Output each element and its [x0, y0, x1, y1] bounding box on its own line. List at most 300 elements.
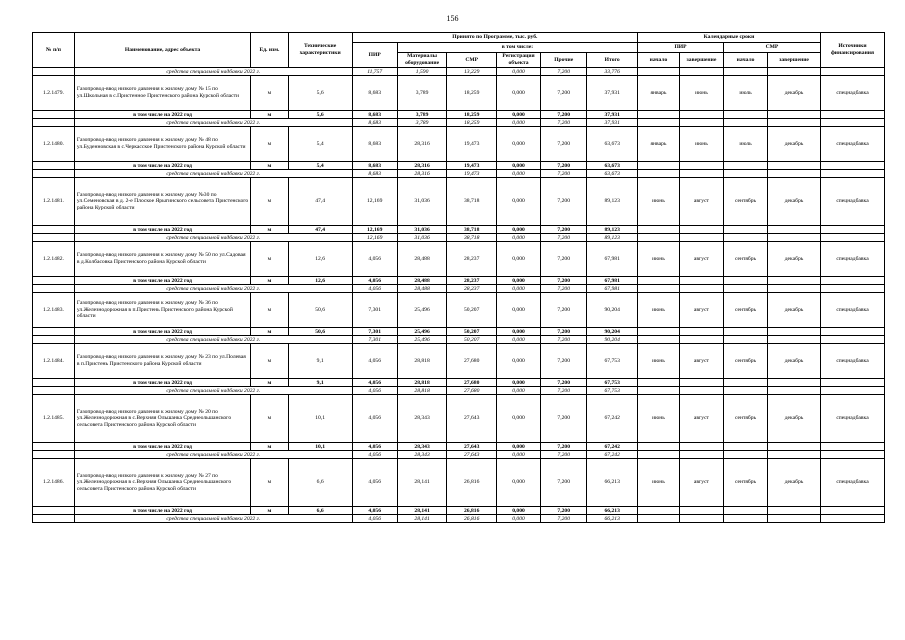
item-name: Газопровод-ввод низкого давления к жилому дому № 50 по ул.Садовая в д.Колбасовка Пристенского района Курской области	[74, 242, 250, 277]
cell-smr-end: декабрь	[768, 293, 821, 328]
empty-cell	[821, 507, 885, 515]
item-unit: м	[251, 242, 288, 277]
empty-cell	[33, 451, 75, 459]
empty-cell	[679, 170, 723, 178]
empty-cell	[768, 451, 821, 459]
cell-pir-start: июнь	[638, 344, 680, 379]
empty-cell	[821, 285, 885, 293]
subtotal-label: средства специальной надбавки 2022 г.	[74, 285, 352, 293]
table-row-subtotal	[33, 515, 885, 523]
cell-pir-start: январь	[638, 127, 680, 162]
empty-cell	[638, 226, 680, 234]
cell-total: 66,213	[587, 515, 638, 523]
cell-total: 67,242	[587, 395, 638, 443]
cell-total: 90,204	[587, 293, 638, 328]
cell-smr-start: сентябрь	[723, 459, 767, 507]
cell-other: 7,200	[541, 119, 587, 127]
cell-smr-start: сентябрь	[723, 178, 767, 226]
cell-reg: 0,000	[496, 387, 540, 395]
item-tech: 50,6	[288, 293, 352, 328]
item-unit: м	[251, 293, 288, 328]
cell-mat: 3,789	[397, 119, 447, 127]
cell-smr: 50,207	[447, 293, 497, 328]
empty-cell	[33, 170, 75, 178]
item-tech: 9,1	[288, 344, 352, 379]
table-header	[33, 33, 885, 68]
header-other: Прочие	[541, 53, 587, 68]
year-total-label: в том числе на 2022 год	[74, 226, 250, 234]
empty-cell	[768, 170, 821, 178]
item-number: 1.2.1486.	[33, 459, 75, 507]
cell-reg: 0,000	[496, 379, 540, 387]
cell-mat: 28,818	[397, 379, 447, 387]
cell-pir: 8,683	[352, 111, 397, 119]
empty-cell	[638, 515, 680, 523]
cell-mat: 28,343	[397, 443, 447, 451]
empty-cell	[768, 328, 821, 336]
cell-total: 90,204	[587, 328, 638, 336]
cell-smr-end: декабрь	[768, 459, 821, 507]
cell-smr: 38,718	[447, 178, 497, 226]
cell-pir-start: июнь	[638, 242, 680, 277]
table-row-item	[33, 344, 885, 379]
cell-total: 66,213	[587, 459, 638, 507]
cell-smr: 26,816	[447, 515, 497, 523]
cell-reg: 0,000	[496, 234, 540, 242]
cell-source: спецнадбавка	[821, 127, 885, 162]
cell-reg: 0,000	[496, 242, 540, 277]
cell-reg: 0,000	[496, 178, 540, 226]
empty-cell	[821, 515, 885, 523]
year-total-unit: м	[251, 507, 288, 515]
empty-cell	[723, 451, 767, 459]
cell-mat: 25,496	[397, 336, 447, 344]
cell-pir: 4,056	[352, 242, 397, 277]
cell-smr: 50,207	[447, 328, 497, 336]
table-row-subtotal	[33, 285, 885, 293]
empty-cell	[768, 285, 821, 293]
header-end-pir: завершение	[679, 53, 723, 68]
cell-pir: 12,169	[352, 234, 397, 242]
cell-pir: 4,056	[352, 277, 397, 285]
year-total-label: в том числе на 2022 год	[74, 162, 250, 170]
item-tech: 47,4	[288, 178, 352, 226]
year-total-label: в том числе на 2022 год	[74, 111, 250, 119]
empty-cell	[821, 336, 885, 344]
cell-reg: 0,000	[496, 395, 540, 443]
cell-source: спецнадбавка	[821, 76, 885, 111]
cell-other: 7,200	[541, 344, 587, 379]
cell-other: 7,200	[541, 234, 587, 242]
empty-cell	[821, 111, 885, 119]
cell-total: 67,242	[587, 443, 638, 451]
empty-cell	[768, 226, 821, 234]
empty-cell	[723, 226, 767, 234]
table-row-item	[33, 76, 885, 111]
empty-cell	[821, 443, 885, 451]
empty-cell	[679, 277, 723, 285]
cell-pir-end: август	[679, 459, 723, 507]
year-total-unit: м	[251, 226, 288, 234]
cell-smr: 28,237	[447, 242, 497, 277]
empty-cell	[638, 162, 680, 170]
cell-pir: 11,757	[352, 68, 397, 76]
cell-other: 7,200	[541, 507, 587, 515]
cell-other: 7,200	[541, 336, 587, 344]
empty-cell	[723, 507, 767, 515]
empty-cell	[723, 515, 767, 523]
cell-other: 7,200	[541, 277, 587, 285]
cell-smr: 27,643	[447, 395, 497, 443]
year-total-unit: м	[251, 328, 288, 336]
subtotal-label: средства специальной надбавки 2022 г.	[74, 387, 352, 395]
table-row-year-total	[33, 277, 885, 285]
item-number: 1.2.1485.	[33, 395, 75, 443]
cell-smr: 27,680	[447, 344, 497, 379]
page-number: 156	[446, 14, 459, 23]
table-row-subtotal	[33, 170, 885, 178]
cell-reg: 0,000	[496, 226, 540, 234]
table-row-subtotal	[33, 336, 885, 344]
table-row-item	[33, 293, 885, 328]
cell-total: 67,981	[587, 277, 638, 285]
cell-smr: 27,643	[447, 443, 497, 451]
cell-other: 7,200	[541, 515, 587, 523]
year-total-label: в том числе на 2022 год	[74, 328, 250, 336]
cell-total: 63,673	[587, 162, 638, 170]
empty-cell	[821, 119, 885, 127]
cell-reg: 0,000	[496, 285, 540, 293]
year-total-tech: 50,6	[288, 328, 352, 336]
cell-reg: 0,000	[496, 76, 540, 111]
cell-smr-start: сентябрь	[723, 293, 767, 328]
empty-cell	[821, 328, 885, 336]
cell-pir-end: июнь	[679, 76, 723, 111]
cell-total: 63,673	[587, 127, 638, 162]
cell-other: 7,200	[541, 178, 587, 226]
cell-other: 7,200	[541, 379, 587, 387]
empty-cell	[679, 162, 723, 170]
cell-mat: 28,316	[397, 162, 447, 170]
empty-cell	[638, 387, 680, 395]
cell-pir: 7,301	[352, 336, 397, 344]
cell-pir-start: июнь	[638, 395, 680, 443]
subtotal-label: средства специальной надбавки 2022 г.	[74, 68, 352, 76]
empty-cell	[723, 277, 767, 285]
empty-cell	[723, 170, 767, 178]
table-row-item	[33, 178, 885, 226]
empty-cell	[679, 119, 723, 127]
empty-cell	[679, 507, 723, 515]
empty-cell	[768, 515, 821, 523]
empty-cell	[723, 285, 767, 293]
cell-smr-end: декабрь	[768, 76, 821, 111]
header-start-smr: начало	[723, 53, 767, 68]
cell-pir: 4,056	[352, 515, 397, 523]
header-cal-smr: СМР	[723, 43, 820, 53]
item-name: Газопровод-ввод низкого давления к жилому дому №30 по ул.Семеновская в д. 2-е Плоское Ярыгинского сельсовета Пристенского района Курской области	[74, 178, 250, 226]
subtotal-label: средства специальной надбавки 2022 г.	[74, 451, 352, 459]
cell-smr-start: сентябрь	[723, 344, 767, 379]
cell-smr: 38,718	[447, 234, 497, 242]
cell-pir: 4,056	[352, 443, 397, 451]
cell-total: 67,753	[587, 379, 638, 387]
cell-smr: 28,237	[447, 285, 497, 293]
table-row-year-total	[33, 507, 885, 515]
table-row-item	[33, 242, 885, 277]
empty-cell	[638, 336, 680, 344]
item-name: Газопровод-ввод низкого давления к жилому дому № 48 по ул.Буденновская в с.Черкасское Пристенского района Курской области	[74, 127, 250, 162]
year-total-tech: 9,1	[288, 379, 352, 387]
year-total-unit: м	[251, 277, 288, 285]
empty-cell	[768, 387, 821, 395]
table-row-subtotal	[33, 119, 885, 127]
cell-pir: 8,683	[352, 162, 397, 170]
cell-source: спецнадбавка	[821, 395, 885, 443]
cell-smr-end: декабрь	[768, 395, 821, 443]
empty-cell	[723, 379, 767, 387]
empty-cell	[638, 443, 680, 451]
cell-reg: 0,000	[496, 515, 540, 523]
item-unit: м	[251, 344, 288, 379]
header-accepted: Принято по Программе, тыс. руб.	[352, 33, 637, 43]
cell-reg: 0,000	[496, 170, 540, 178]
header-materials: Материалы оборудование	[397, 53, 447, 68]
header-smr: СМР	[447, 53, 497, 68]
cell-other: 7,200	[541, 226, 587, 234]
item-number: 1.2.1479.	[33, 76, 75, 111]
empty-cell	[679, 226, 723, 234]
cell-reg: 0,000	[496, 451, 540, 459]
table-row-year-total	[33, 111, 885, 119]
empty-cell	[679, 328, 723, 336]
cell-reg: 0,000	[496, 293, 540, 328]
item-number: 1.2.1483.	[33, 293, 75, 328]
item-tech: 10,1	[288, 395, 352, 443]
item-tech: 12,6	[288, 242, 352, 277]
cell-other: 7,200	[541, 293, 587, 328]
cell-pir: 8,683	[352, 119, 397, 127]
cell-materials: 1,590	[397, 68, 447, 76]
header-num: № п/п	[33, 33, 75, 68]
item-number: 1.2.1484.	[33, 344, 75, 379]
cell-source: спецнадбавка	[821, 344, 885, 379]
cell-source: спецнадбавка	[821, 242, 885, 277]
cell-pir: 4,056	[352, 285, 397, 293]
cell-smr: 19,473	[447, 162, 497, 170]
cell-smr-end: декабрь	[768, 242, 821, 277]
cell-other: 7,200	[541, 111, 587, 119]
empty-cell	[679, 443, 723, 451]
year-total-tech: 47,4	[288, 226, 352, 234]
empty-cell	[638, 507, 680, 515]
cell-other: 7,200	[541, 68, 587, 76]
program-table	[32, 32, 885, 523]
table-row-year-total	[33, 328, 885, 336]
cell-pir-end: июнь	[679, 127, 723, 162]
cell-mat: 28,818	[397, 387, 447, 395]
cell-smr-start: сентябрь	[723, 242, 767, 277]
cell-other: 7,200	[541, 162, 587, 170]
cell-mat: 25,496	[397, 328, 447, 336]
item-name: Газопровод-ввод низкого давления к жилому дому № 23 по ул.Полевая в п.Пристень Пристенского района Курской области	[74, 344, 250, 379]
empty-cell	[821, 387, 885, 395]
cell-other: 7,200	[541, 127, 587, 162]
cell-total: 67,753	[587, 387, 638, 395]
cell-reg: 0,000	[496, 328, 540, 336]
table-row-subtotal	[33, 68, 885, 76]
cell-mat: 25,496	[397, 293, 447, 328]
cell-smr: 27,680	[447, 379, 497, 387]
item-unit: м	[251, 178, 288, 226]
cell-smr-end: декабрь	[768, 127, 821, 162]
cell-reg: 0,000	[496, 162, 540, 170]
cell-mat: 28,316	[397, 170, 447, 178]
year-total-unit: м	[251, 162, 288, 170]
header-registration: Регистрация объекта	[496, 53, 540, 68]
cell-pir: 4,056	[352, 459, 397, 507]
empty-cell	[679, 451, 723, 459]
cell-total: 67,753	[587, 344, 638, 379]
cell-other: 7,200	[541, 459, 587, 507]
empty-cell	[33, 515, 75, 523]
empty-cell	[679, 387, 723, 395]
cell-pir-end: август	[679, 293, 723, 328]
cell-mat: 31,036	[397, 226, 447, 234]
year-total-tech: 6,6	[288, 507, 352, 515]
cell-mat: 28,488	[397, 242, 447, 277]
cell-pir-start: январь	[638, 76, 680, 111]
year-total-unit: м	[251, 443, 288, 451]
cell-smr: 19,473	[447, 127, 497, 162]
header-including: в том числе:	[397, 43, 637, 53]
cell-reg: 0,000	[496, 336, 540, 344]
header-source: Источники финансирования	[821, 33, 885, 68]
cell-reg: 0,000	[496, 459, 540, 507]
item-name: Газопровод-ввод низкого давления к жилому дому № 15 по ул.Школьная в с.Пристенное Пристенского района Курской области	[74, 76, 250, 111]
cell-other: 7,200	[541, 443, 587, 451]
cell-pir-start: июнь	[638, 459, 680, 507]
cell-smr: 13,229	[447, 68, 497, 76]
item-name: Газопровод-ввод низкого давления к жилому дому № 36 по ул.Железнодорожная в п.Пристень Пристенского района Курской области	[74, 293, 250, 328]
empty-cell	[33, 234, 75, 242]
item-number: 1.2.1482.	[33, 242, 75, 277]
cell-total: 89,123	[587, 178, 638, 226]
empty-cell	[679, 285, 723, 293]
cell-pir: 4,056	[352, 395, 397, 443]
table-row-item	[33, 459, 885, 507]
empty-cell	[821, 162, 885, 170]
item-unit: м	[251, 459, 288, 507]
cell-pir-end: август	[679, 344, 723, 379]
cell-smr-start: июль	[723, 76, 767, 111]
empty-cell	[638, 379, 680, 387]
cell-smr: 27,680	[447, 387, 497, 395]
cell-mat: 28,141	[397, 459, 447, 507]
empty-cell	[638, 285, 680, 293]
empty-cell	[679, 336, 723, 344]
item-name: Газопровод-ввод низкого давления к жилому дому № 20 по ул.Железнодорожная в с.Верхняя Ольшанка Среднеольшанского сельсовета Пристенского района Курской области	[74, 395, 250, 443]
cell-other: 7,200	[541, 170, 587, 178]
subtotal-label: средства специальной надбавки 2022 г.	[74, 119, 352, 127]
empty-cell	[768, 443, 821, 451]
empty-cell	[768, 336, 821, 344]
cell-mat: 28,141	[397, 507, 447, 515]
table-row-subtotal	[33, 234, 885, 242]
cell-pir: 4,056	[352, 344, 397, 379]
cell-total: 33,776	[587, 68, 638, 76]
cell-reg: 0,000	[496, 344, 540, 379]
year-total-label: в том числе на 2022 год	[74, 379, 250, 387]
header-unit: Ед. изм.	[251, 33, 288, 68]
empty-cell	[768, 234, 821, 242]
cell-smr-start: июль	[723, 127, 767, 162]
empty-cell	[821, 277, 885, 285]
cell-total: 67,981	[587, 242, 638, 277]
empty-cell	[723, 234, 767, 242]
empty-cell	[679, 111, 723, 119]
cell-total: 89,123	[587, 226, 638, 234]
header-start-pir: начало	[638, 53, 680, 68]
cell-pir: 4,056	[352, 451, 397, 459]
empty-cell	[723, 328, 767, 336]
header-tech: Технические характеристики	[288, 33, 352, 68]
cell-mat: 28,343	[397, 395, 447, 443]
empty-cell	[679, 234, 723, 242]
empty-cell	[33, 443, 75, 451]
empty-cell	[33, 507, 75, 515]
cell-total: 37,931	[587, 119, 638, 127]
empty-cell	[638, 451, 680, 459]
table-row-year-total	[33, 162, 885, 170]
cell-smr: 26,816	[447, 507, 497, 515]
cell-other: 7,200	[541, 387, 587, 395]
cell-mat: 28,316	[397, 127, 447, 162]
empty-cell	[723, 443, 767, 451]
empty-cell	[638, 277, 680, 285]
cell-pir: 4,056	[352, 507, 397, 515]
empty-cell	[821, 379, 885, 387]
empty-cell	[679, 515, 723, 523]
empty-cell	[638, 234, 680, 242]
item-unit: м	[251, 76, 288, 111]
cell-reg: 0,000	[496, 119, 540, 127]
cell-pir-end: август	[679, 395, 723, 443]
table-row-subtotal	[33, 451, 885, 459]
empty-cell	[768, 119, 821, 127]
year-total-tech: 10,1	[288, 443, 352, 451]
cell-registration: 0,000	[496, 68, 540, 76]
header-total: Итого	[587, 53, 638, 68]
cell-pir: 8,683	[352, 127, 397, 162]
table-row-subtotal	[33, 387, 885, 395]
header-pir: ПИР	[352, 43, 397, 68]
header-name: Наименование, адрес объекта	[74, 33, 250, 68]
empty-cell	[33, 336, 75, 344]
cell-total: 67,242	[587, 451, 638, 459]
cell-source: спецнадбавка	[821, 459, 885, 507]
cell-mat: 28,141	[397, 515, 447, 523]
item-unit: м	[251, 395, 288, 443]
cell-total: 89,123	[587, 234, 638, 242]
empty-cell	[821, 451, 885, 459]
cell-smr: 38,718	[447, 226, 497, 234]
empty-cell	[821, 226, 885, 234]
empty-cell	[638, 111, 680, 119]
cell-pir: 7,301	[352, 328, 397, 336]
empty-cell	[33, 162, 75, 170]
cell-smr: 18,259	[447, 111, 497, 119]
